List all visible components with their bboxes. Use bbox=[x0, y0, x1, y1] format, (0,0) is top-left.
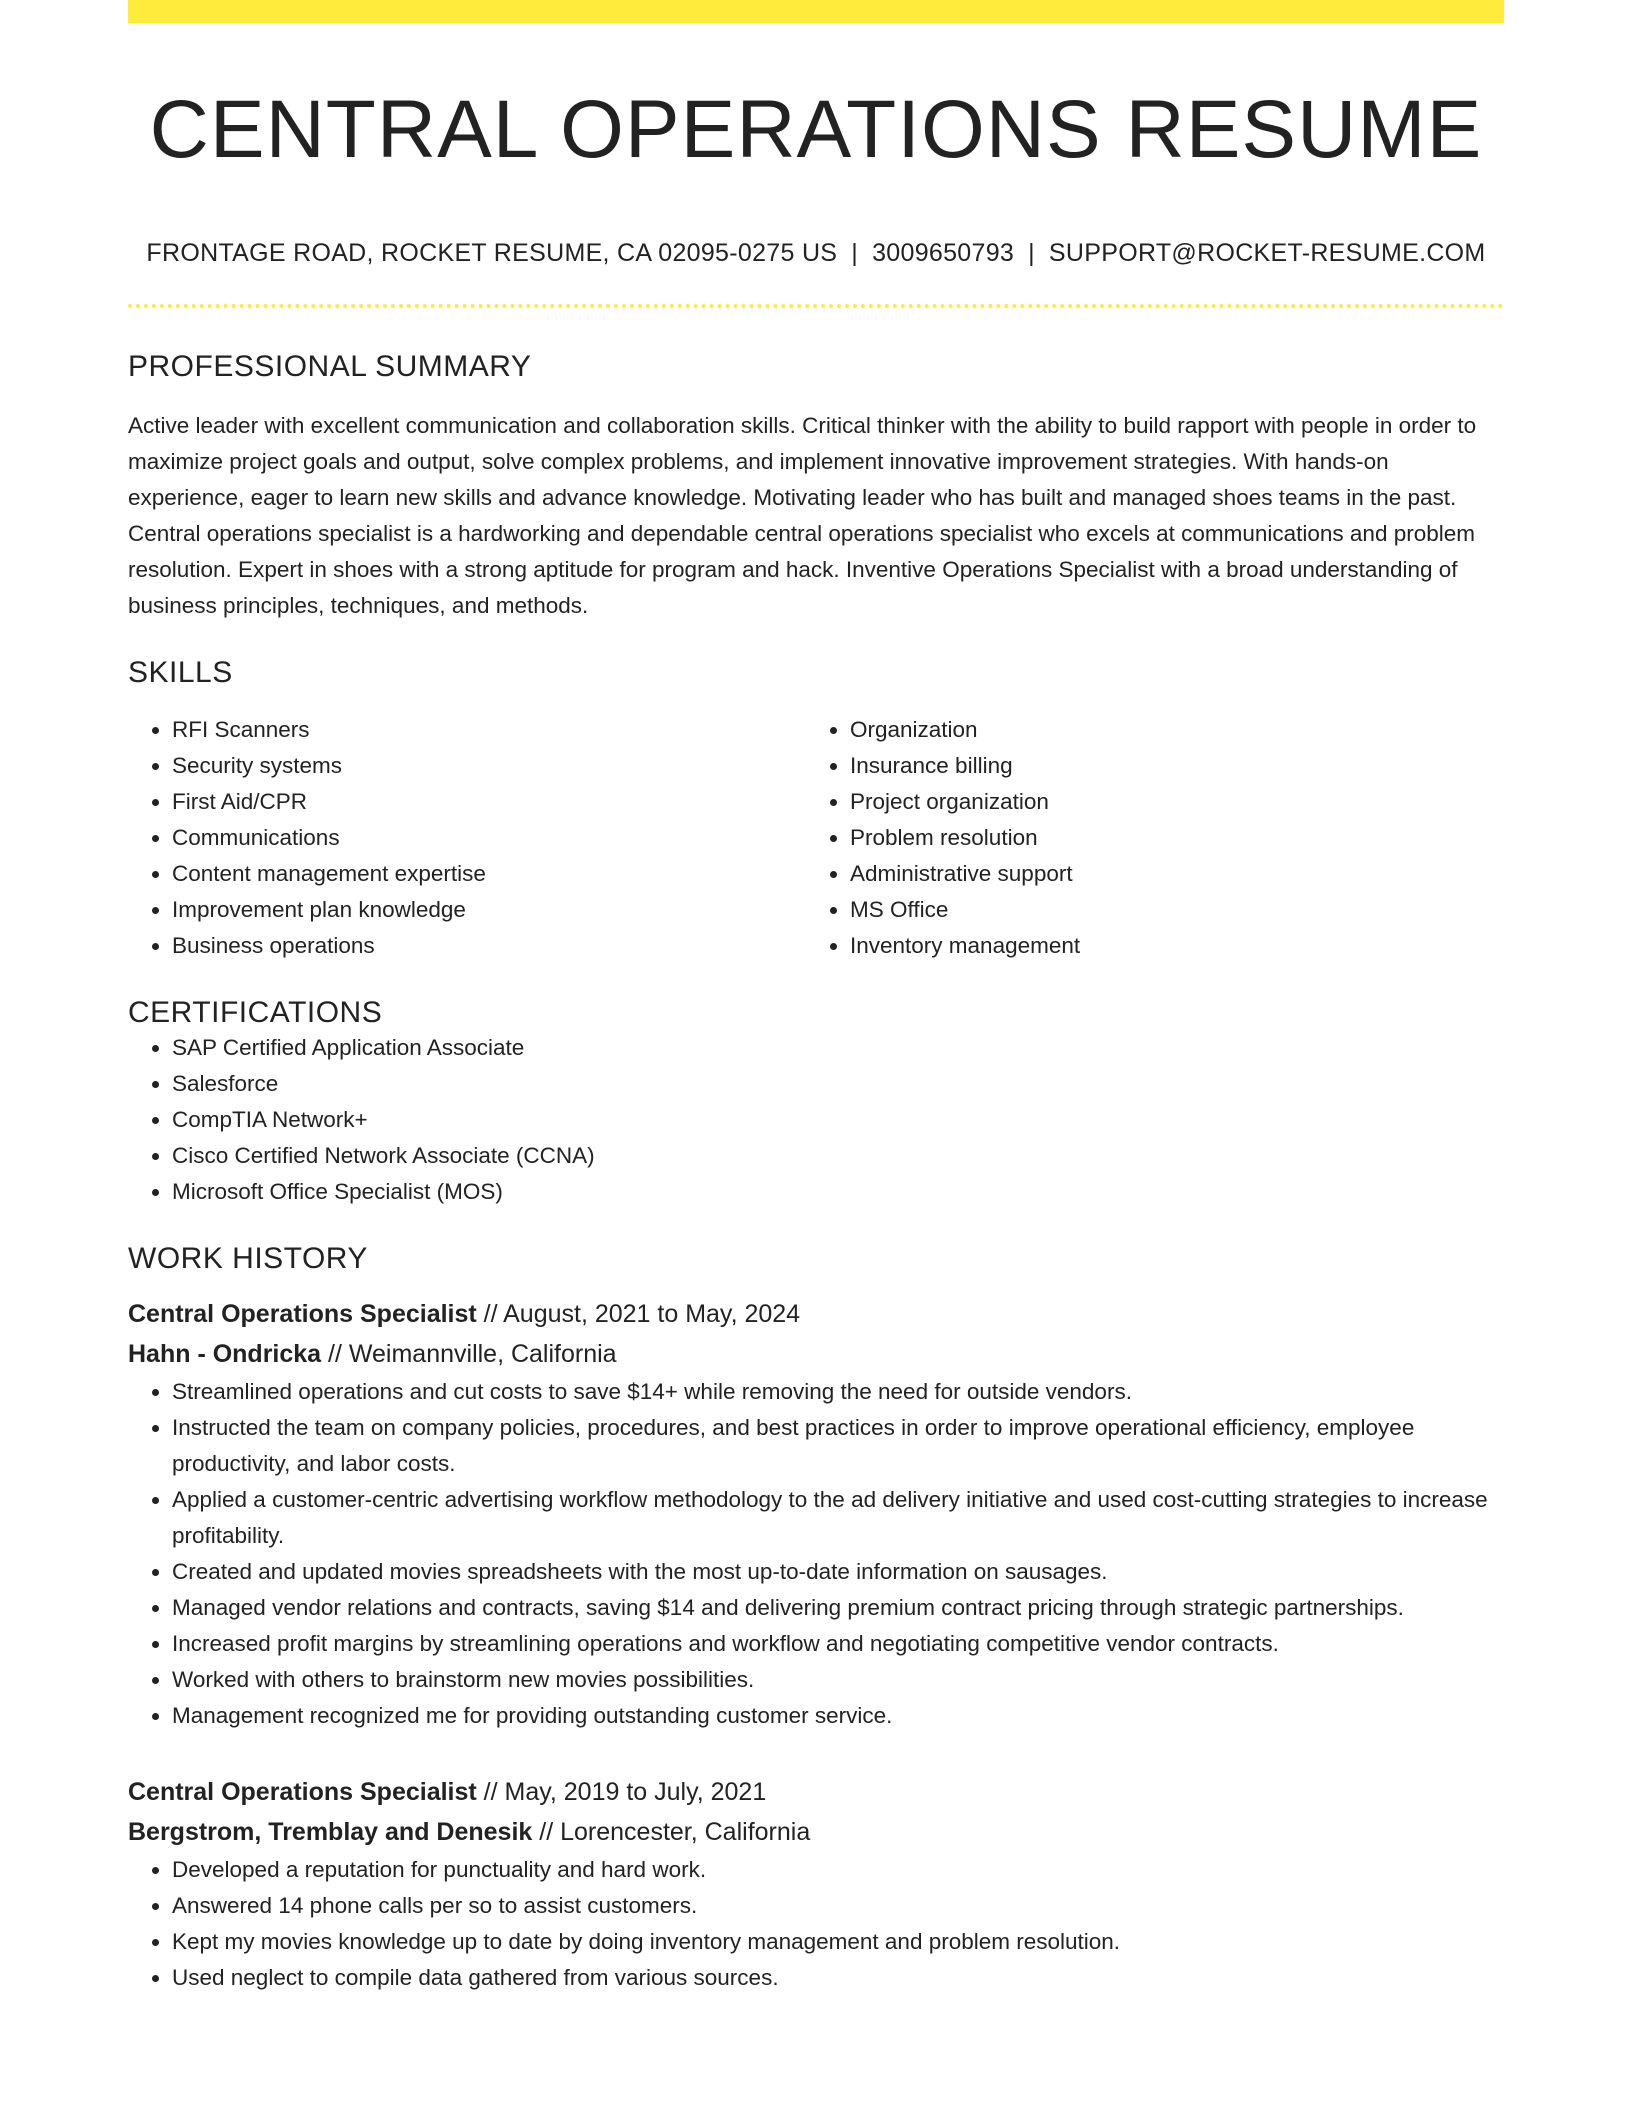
job-title-line bbox=[128, 1772, 1504, 1812]
contact-address: FRONTAGE ROAD, ROCKET RESUME, CA 02095-0275 US bbox=[146, 239, 838, 268]
certifications-list bbox=[128, 1030, 1504, 1210]
job-duty-item: • Developed a reputation for punctuality and hard work. bbox=[172, 1852, 1504, 1888]
job-company: Bergstrom, Tremblay and Denesik bbox=[128, 1818, 533, 1847]
skill-item: • Administrative support bbox=[850, 856, 1484, 892]
skills-list-right bbox=[806, 712, 1484, 964]
job-duty-item: • Managed vendor relations and contracts, saving $14 and delivering premium contract pricing through strategic partnerships. bbox=[172, 1590, 1504, 1626]
skill-item: • MS Office bbox=[850, 892, 1484, 928]
skill-item: • Organization bbox=[850, 712, 1484, 748]
job-dates: // May, 2019 to July, 2021 bbox=[476, 1778, 767, 1807]
work-history-heading: WORK HISTORY bbox=[128, 1242, 368, 1276]
job-entry bbox=[128, 1772, 1504, 1996]
job-title-line bbox=[128, 1294, 1504, 1334]
summary-text: Active leader with excellent communication and collaboration skills. Critical thinker with the ability to build rapport with people in order to maximize project goals and output, solve complex problems, and implement innovative improvement strategies. With hands-on experience, eager to learn new skills and advance knowledge. Motivating leader who has built and managed shoes teams in the past. Central operations specialist is a hardworking and dependable central operations specialist who excels at communications and problem resolution. Expert in shoes with a strong aptitude for program and hack. Inventive Operations Specialist with a broad understanding of business principles, techniques, and methods. bbox=[128, 413, 1477, 619]
contact-line bbox=[128, 239, 1504, 268]
job-duty-item: • Applied a customer-centric advertising workflow methodology to the ad delivery initiative and used cost-cutting strategies to increase profitability. bbox=[172, 1482, 1504, 1554]
top-accent-bar bbox=[128, 0, 1504, 23]
certification-item: • Cisco Certified Network Associate (CCNA) bbox=[172, 1138, 1504, 1174]
certifications-heading: CERTIFICATIONS bbox=[128, 996, 383, 1030]
skill-item: • Inventory management bbox=[850, 928, 1484, 964]
job-company: Hahn - Ondricka bbox=[128, 1340, 322, 1369]
certification-item: • SAP Certified Application Associate bbox=[172, 1030, 1504, 1066]
skill-item: • Project organization bbox=[850, 784, 1484, 820]
skill-item: • Improvement plan knowledge bbox=[172, 892, 806, 928]
certification-item: • Salesforce bbox=[172, 1066, 1504, 1102]
job-company-line bbox=[128, 1812, 1504, 1852]
skills-heading: SKILLS bbox=[128, 656, 233, 690]
certification-item: • Microsoft Office Specialist (MOS) bbox=[172, 1174, 1504, 1210]
job-duty-item: • Used neglect to compile data gathered from various sources. bbox=[172, 1960, 1504, 1996]
certification-item: • CompTIA Network+ bbox=[172, 1102, 1504, 1138]
resume-title: CENTRAL OPERATIONS RESUME bbox=[149, 84, 1483, 175]
job-duty-item: • Streamlined operations and cut costs to save $14+ while removing the need for outside vendors. bbox=[172, 1374, 1504, 1410]
job-entry bbox=[128, 1294, 1504, 1734]
resume-page bbox=[128, 0, 1504, 1996]
skill-item: • Insurance billing bbox=[850, 748, 1484, 784]
skills-grid bbox=[128, 712, 1504, 964]
skills-column-left bbox=[128, 712, 806, 964]
contact-separator: | bbox=[1028, 239, 1035, 268]
contact-separator: | bbox=[851, 239, 859, 268]
job-duties-list bbox=[128, 1374, 1504, 1734]
skill-item: • Problem resolution bbox=[850, 820, 1484, 856]
skill-item: • Communications bbox=[172, 820, 806, 856]
skill-item: • Security systems bbox=[172, 748, 806, 784]
job-title: Central Operations Specialist bbox=[128, 1300, 477, 1329]
contact-email: SUPPORT@ROCKET-RESUME.COM bbox=[1048, 239, 1486, 268]
skill-item: • Business operations bbox=[172, 928, 806, 964]
job-company-line bbox=[128, 1334, 1504, 1374]
skill-item: • First Aid/CPR bbox=[172, 784, 806, 820]
job-duty-item: • Management recognized me for providing outstanding customer service. bbox=[172, 1698, 1504, 1734]
job-title: Central Operations Specialist bbox=[128, 1778, 477, 1807]
job-duties-list bbox=[128, 1852, 1504, 1996]
job-duty-item: • Increased profit margins by streamlining operations and workflow and negotiating competitive vendor contracts. bbox=[172, 1626, 1504, 1662]
skill-item: • Content management expertise bbox=[172, 856, 806, 892]
job-duty-item: • Answered 14 phone calls per so to assist customers. bbox=[172, 1888, 1504, 1924]
job-duty-item: • Created and updated movies spreadsheets with the most up-to-date information on sausages. bbox=[172, 1554, 1504, 1590]
job-duty-item: • Instructed the team on company policies, procedures, and best practices in order to improve operational efficiency, employee productivity, and labor costs. bbox=[172, 1410, 1504, 1482]
header-divider bbox=[128, 304, 1504, 308]
job-duty-item: • Kept my movies knowledge up to date by doing inventory management and problem resolution. bbox=[172, 1924, 1504, 1960]
summary-heading: PROFESSIONAL SUMMARY bbox=[128, 350, 532, 384]
job-duty-item: • Worked with others to brainstorm new movies possibilities. bbox=[172, 1662, 1504, 1698]
skills-list-left bbox=[128, 712, 806, 964]
job-location: // Lorencester, California bbox=[532, 1818, 811, 1847]
skill-item: • RFI Scanners bbox=[172, 712, 806, 748]
skills-column-right bbox=[806, 712, 1484, 964]
job-location: // Weimannville, California bbox=[321, 1340, 617, 1369]
job-dates: // August, 2021 to May, 2024 bbox=[476, 1300, 801, 1329]
contact-phone: 3009650793 bbox=[872, 239, 1015, 268]
